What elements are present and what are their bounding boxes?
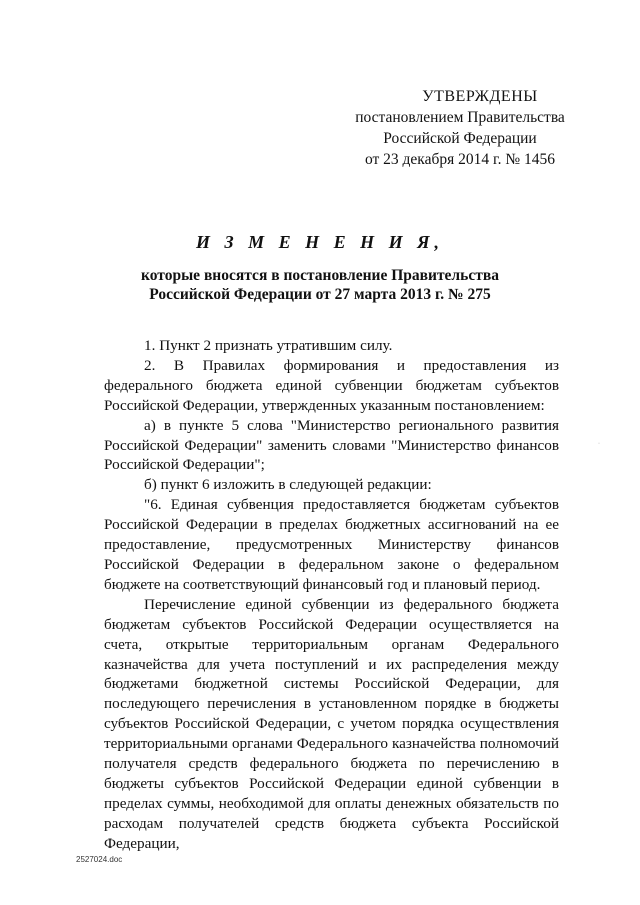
- approval-line-1: постановлением Правительства: [355, 109, 565, 126]
- scan-artifact-dot: ·: [598, 441, 600, 447]
- document-title: И З М Е Н Е Н И Я,: [195, 232, 445, 252]
- approval-stamp: [320, 86, 600, 170]
- document-subtitle-line-1: которые вносятся в постановление Правительства: [141, 267, 499, 284]
- paragraph-item-6: "6. Единая субвенция предоставляется бюджетам субъектов Российской Федерации в пределах бюджетных ассигнований на ее предоставление, предусмотренных Министерству финансов Российской Федерации в федеральном законе о федеральном бюджете на соответствующий финансовый год и плановый период.: [104, 496, 559, 593]
- paragraph-2: 2. В Правилах формирования и предоставления из федерального бюджета единой субвенции бюджетам субъектов Российской Федерации, утвержденных указанным постановлением:: [104, 356, 559, 414]
- approval-line-2: Российской Федерации: [383, 130, 537, 147]
- paragraph-2b: б) пункт 6 изложить в следующей редакции:: [144, 476, 432, 494]
- paragraph-2a: а) в пункте 5 слова "Министерство регионального развития Российской Федерации" заменить словами "Министерство финансов Российской Федерации";: [104, 416, 559, 474]
- paragraph-1: 1. Пункт 2 признать утратившим силу.: [144, 337, 393, 354]
- paragraph-transfer: Перечисление единой субвенции из федерального бюджета бюджетам субъектов Российской Федерации осуществляется на счета, открытые территориальным органам Федерального казначейства для учета поступлений и их распределения между бюджетами бюджетной системы Российской Федерации, для последующего перечисления в установленном порядке в бюджеты субъектов Российской Федерации, с учетом порядка осуществления территориальными органами Федерального казначейства полномочий получателя средств федерального бюджета по перечислению в бюджеты субъектов Российской Федерации единой субвенции в пределах суммы, необходимой для оплаты денежных обязательств по расходам получателей средств бюджета субъекта Российской Федерации,: [104, 595, 559, 852]
- document-heading: [70, 232, 570, 304]
- approval-title: УТВЕРЖДЕНЫ: [422, 88, 538, 105]
- approval-line-3: от 23 декабря 2014 г. № 1456: [364, 151, 556, 168]
- document-subtitle-line-2: Российской Федерации от 27 марта 2013 г. № 275: [149, 286, 491, 303]
- document-body: [104, 336, 559, 854]
- footer-file-name: 2527024.doc: [76, 855, 123, 864]
